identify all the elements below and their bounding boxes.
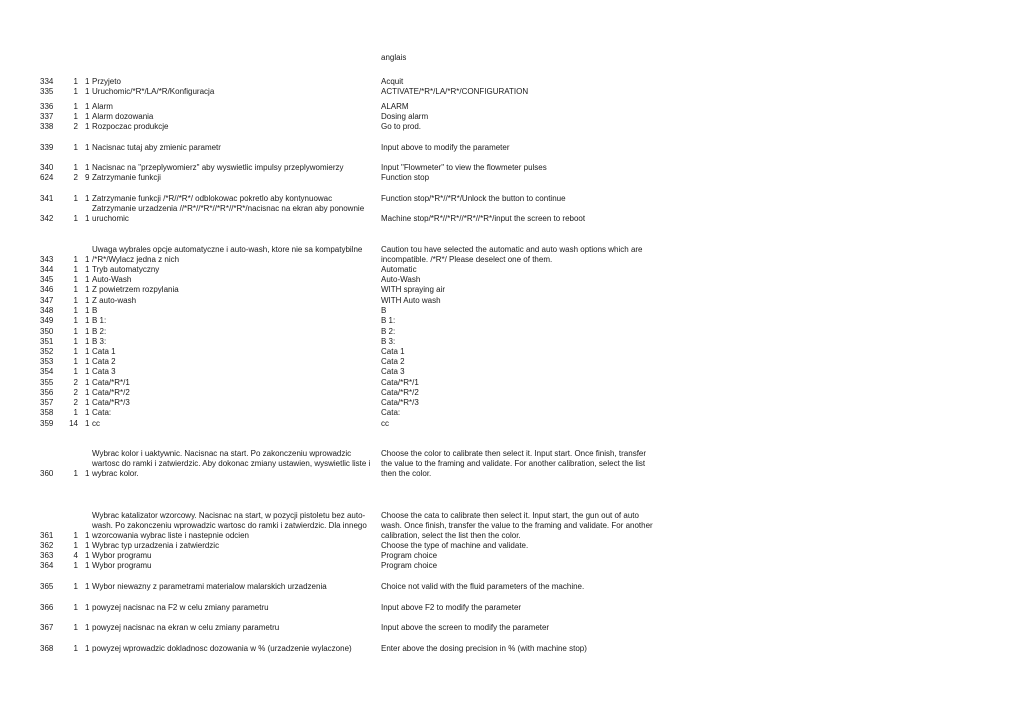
english-text: Choose the cata to calibrate then select it. Input start, the gun out of auto xyxy=(381,510,639,520)
row-count-a: 1 xyxy=(73,265,78,274)
polish-text: Cata 2 xyxy=(92,357,116,366)
row-count-a: 1 xyxy=(73,77,78,86)
row-count-b: 1 xyxy=(85,337,90,346)
polish-text: Cata/*R*/1 xyxy=(92,378,130,387)
row-count-a: 1 xyxy=(73,644,78,653)
row-id: 342 xyxy=(40,213,54,223)
row-id: 357 xyxy=(40,398,54,407)
row-count-a: 1 xyxy=(73,603,78,612)
english-text: incompatible. /*R*/ Please deselect one of them. xyxy=(381,254,553,264)
row-count-a: 1 xyxy=(73,347,78,356)
english-text: Caution tou have selected the automatic and auto wash options which are xyxy=(381,244,643,254)
row-count-b: 1 xyxy=(85,327,90,336)
row-count-b: 1 xyxy=(85,582,90,591)
row-count-b: 1 xyxy=(85,419,90,428)
row-count-a: 1 xyxy=(73,143,78,152)
polish-text: powyzej wprowadzic dokladnosc dozowania w % (urzadzenie wylaczone) xyxy=(92,644,352,653)
row-count-a: 1 xyxy=(73,163,78,172)
polish-text: Wybrac typ urzadzenia i zatwierdzic xyxy=(92,541,220,550)
row-count-b: 1 xyxy=(85,378,90,387)
polish-text: Z powietrzem rozpylania xyxy=(92,285,179,294)
row-count-a: 1 xyxy=(73,357,78,366)
row-id: 360 xyxy=(40,468,54,478)
english-text: Cata/*R*/3 xyxy=(381,398,419,407)
english-text: Program choice xyxy=(381,561,438,570)
english-text: B 3: xyxy=(381,337,396,346)
english-text: ALARM xyxy=(381,102,409,111)
row-count-b: 1 xyxy=(85,408,90,417)
row-count-b: 1 xyxy=(85,388,90,397)
english-text: cc xyxy=(381,419,389,428)
english-text: Function stop xyxy=(381,173,430,182)
polish-text: Cata 1 xyxy=(92,347,116,356)
english-text: Input "Flowmeter" to view the flowmeter pulses xyxy=(381,163,547,172)
english-text: Cata: xyxy=(381,408,401,417)
row-count-a: 1 xyxy=(73,530,78,540)
row-id: 359 xyxy=(40,419,54,428)
english-text: the value to the framing and validate. For another calibration, select the list xyxy=(381,458,646,468)
row-count-a: 1 xyxy=(73,112,78,121)
row-id: 354 xyxy=(40,367,54,376)
row-count-b: 1 xyxy=(85,296,90,305)
row-count-b: 1 xyxy=(85,398,90,407)
row-count-a: 4 xyxy=(73,551,78,560)
english-text: ACTIVATE/*R*/LA/*R*/CONFIGURATION xyxy=(381,87,529,96)
row-count-b: 1 xyxy=(85,644,90,653)
row-id: 335 xyxy=(40,87,54,96)
polish-text: Zatrzymanie funkcji /*R//*R*/ odblokowac pokretlo aby kontynuowac xyxy=(92,194,333,203)
row-count-b: 1 xyxy=(85,77,90,86)
english-text: Automatic xyxy=(381,265,417,274)
row-id: 347 xyxy=(40,296,54,305)
row-id: 349 xyxy=(40,316,54,325)
row-count-b: 1 xyxy=(85,347,90,356)
row-count-b: 1 xyxy=(85,213,90,223)
row-id: 350 xyxy=(40,327,54,336)
row-count-a: 1 xyxy=(73,275,78,284)
row-count-b: 1 xyxy=(85,275,90,284)
english-text: Go to prod. xyxy=(381,122,422,131)
polish-text: Wybor programu xyxy=(92,551,152,560)
english-text: Input above F2 to modify the parameter xyxy=(381,603,522,612)
row-id: 348 xyxy=(40,306,54,315)
row-count-a: 14 xyxy=(69,419,78,428)
row-id: 363 xyxy=(40,551,54,560)
polish-text: wybrac kolor. xyxy=(92,468,139,478)
row-id: 358 xyxy=(40,408,54,417)
row-id: 345 xyxy=(40,275,54,284)
row-id: 351 xyxy=(40,337,54,346)
row-count-a: 1 xyxy=(73,87,78,96)
row-count-b: 1 xyxy=(85,102,90,111)
row-count-b: 1 xyxy=(85,143,90,152)
row-count-a: 1 xyxy=(73,316,78,325)
polish-text: Nacisnac tutaj aby zmienic parametr xyxy=(92,143,221,152)
polish-text: powyzej nacisnac na ekran w celu zmiany parametru xyxy=(92,623,280,632)
polish-text: Alarm dozowania xyxy=(92,112,154,121)
column-header-language: anglais xyxy=(381,53,407,62)
row-count-b: 1 xyxy=(85,530,90,540)
row-id: 341 xyxy=(40,194,54,203)
row-id: 368 xyxy=(40,644,54,653)
row-count-a: 1 xyxy=(73,306,78,315)
polish-text: B xyxy=(92,306,98,315)
row-count-a: 1 xyxy=(73,296,78,305)
row-count-a: 2 xyxy=(73,398,78,407)
polish-text: uruchomic xyxy=(92,213,129,223)
row-id: 346 xyxy=(40,285,54,294)
row-count-a: 1 xyxy=(73,468,78,478)
row-count-a: 1 xyxy=(73,102,78,111)
row-count-b: 1 xyxy=(85,87,90,96)
english-text: Program choice xyxy=(381,551,438,560)
polish-text: wash. Po zakonczeniu wprowadzic wartosc do ramki i zatwierdzic. Dla innego xyxy=(92,520,367,530)
polish-text: Wybrac katalizator wzorcowy. Nacisnac na start, w pozycji pistoletu bez auto- xyxy=(92,510,366,520)
row-count-a: 1 xyxy=(73,582,78,591)
row-count-b: 1 xyxy=(85,551,90,560)
row-count-a: 1 xyxy=(73,623,78,632)
row-count-a: 1 xyxy=(73,541,78,550)
row-id: 343 xyxy=(40,254,54,264)
english-text: Input above the screen to modify the parameter xyxy=(381,623,550,632)
english-text: Cata 3 xyxy=(381,367,405,376)
english-text: Acquit xyxy=(381,77,404,86)
polish-text: Uwaga wybrales opcje automatyczne i auto-wash, ktore nie sa kompatybilne xyxy=(92,244,363,254)
row-count-a: 1 xyxy=(73,213,78,223)
polish-text: Cata 3 xyxy=(92,367,116,376)
english-text: Choice not valid with the fluid parameters of the machine. xyxy=(381,582,585,591)
row-id: 334 xyxy=(40,77,54,86)
row-count-b: 1 xyxy=(85,194,90,203)
polish-text: Uruchomic/*R*/LA/*R/Konfiguracja xyxy=(92,87,215,96)
row-id: 340 xyxy=(40,163,54,172)
row-id: 367 xyxy=(40,623,54,632)
row-id: 361 xyxy=(40,530,54,540)
polish-text: Rozpoczac produkcje xyxy=(92,122,169,131)
row-id: 356 xyxy=(40,388,54,397)
row-count-b: 1 xyxy=(85,468,90,478)
english-text: Choose the color to calibrate then select it. Input start. Once finish, transfer xyxy=(381,448,647,458)
english-text: Dosing alarm xyxy=(381,112,429,121)
polish-text: Alarm xyxy=(92,102,113,111)
row-count-a: 1 xyxy=(73,194,78,203)
row-count-b: 1 xyxy=(85,122,90,131)
english-text: then the color. xyxy=(381,468,432,478)
row-count-a: 1 xyxy=(73,561,78,570)
english-text: B 2: xyxy=(381,327,396,336)
polish-text: B 2: xyxy=(92,327,107,336)
polish-text: wzorcowania wybrac liste i nastepnie odcien xyxy=(92,530,249,540)
row-count-b: 1 xyxy=(85,306,90,315)
polish-text: wartosc do ramki i zatwierdzic. Aby dokonac zmiany ustawien, wyswietlic liste i xyxy=(92,458,371,468)
english-text: Enter above the dosing precision in % (with machine stop) xyxy=(381,644,587,653)
english-text: Auto-Wash xyxy=(381,275,421,284)
english-text: calibration, select the list then the color. xyxy=(381,530,521,540)
english-text: wash. Once finish, transfer the value to the framing and validate. For another xyxy=(381,520,653,530)
polish-text: Tryb automatyczny xyxy=(92,265,160,274)
polish-text: Nacisnac na "przeplywomierz" aby wyswietlic impulsy przeplywomierzy xyxy=(92,163,344,172)
polish-text: Zatrzymanie urzadzenia //*R*//*R*//*R*//*R*/nacisnac na ekran aby ponownie xyxy=(92,203,365,213)
row-count-b: 1 xyxy=(85,285,90,294)
row-id: 336 xyxy=(40,102,54,111)
polish-text: B 3: xyxy=(92,337,107,346)
row-id: 344 xyxy=(40,265,54,274)
english-text: Cata 2 xyxy=(381,357,405,366)
row-count-b: 1 xyxy=(85,561,90,570)
row-count-b: 1 xyxy=(85,541,90,550)
row-id: 624 xyxy=(40,173,54,182)
row-count-a: 1 xyxy=(73,337,78,346)
english-text: Cata 1 xyxy=(381,347,405,356)
polish-text: cc xyxy=(92,419,100,428)
row-count-b: 1 xyxy=(85,603,90,612)
row-id: 352 xyxy=(40,347,54,356)
row-id: 353 xyxy=(40,357,54,366)
english-text: Function stop/*R*//*R*/Unlock the button to continue xyxy=(381,194,566,203)
row-count-a: 2 xyxy=(73,122,78,131)
row-id: 366 xyxy=(40,603,54,612)
row-count-a: 1 xyxy=(73,327,78,336)
row-count-a: 2 xyxy=(73,378,78,387)
polish-text: Wybor programu xyxy=(92,561,152,570)
english-text: Input above to modify the parameter xyxy=(381,143,510,152)
row-count-b: 9 xyxy=(85,173,90,182)
row-count-b: 1 xyxy=(85,357,90,366)
row-count-a: 1 xyxy=(73,408,78,417)
row-count-a: 2 xyxy=(73,388,78,397)
polish-text: Cata/*R*/3 xyxy=(92,398,130,407)
polish-text: Zatrzymanie funkcji xyxy=(92,173,161,182)
polish-text: Cata: xyxy=(92,408,112,417)
row-count-b: 1 xyxy=(85,254,90,264)
english-text: Choose the type of machine and validate. xyxy=(381,541,529,550)
english-text: B 1: xyxy=(381,316,396,325)
row-count-b: 1 xyxy=(85,367,90,376)
row-id: 338 xyxy=(40,122,54,131)
english-text: WITH Auto wash xyxy=(381,296,441,305)
english-text: WITH spraying air xyxy=(381,285,446,294)
row-id: 362 xyxy=(40,541,54,550)
polish-text: B 1: xyxy=(92,316,107,325)
english-text: Cata/*R*/2 xyxy=(381,388,419,397)
polish-text: Wybrac kolor i uaktywnic. Nacisnac na start. Po zakonczeniu wprowadzic xyxy=(92,448,352,458)
row-id: 364 xyxy=(40,561,54,570)
row-count-b: 1 xyxy=(85,163,90,172)
polish-text: /*R*/Wylacz jedna z nich xyxy=(92,254,180,264)
polish-text: Auto-Wash xyxy=(92,275,132,284)
row-count-b: 1 xyxy=(85,623,90,632)
row-count-b: 1 xyxy=(85,265,90,274)
polish-text: powyzej nacisnac na F2 w celu zmiany parametru xyxy=(92,603,269,612)
row-id: 365 xyxy=(40,582,54,591)
row-count-a: 1 xyxy=(73,285,78,294)
english-text: Machine stop/*R*//*R*//*R*//*R*/input the screen to reboot xyxy=(381,213,586,223)
row-id: 355 xyxy=(40,378,54,387)
polish-text: Wybor niewazny z parametrami materialow malarskich urzadzenia xyxy=(92,582,327,591)
polish-text: Cata/*R*/2 xyxy=(92,388,130,397)
row-count-b: 1 xyxy=(85,112,90,121)
polish-text: Z auto-wash xyxy=(92,296,137,305)
row-id: 337 xyxy=(40,112,54,121)
english-text: Cata/*R*/1 xyxy=(381,378,419,387)
english-text: B xyxy=(381,306,387,315)
row-id: 339 xyxy=(40,143,54,152)
row-count-b: 1 xyxy=(85,316,90,325)
row-count-a: 1 xyxy=(73,367,78,376)
row-count-a: 2 xyxy=(73,173,78,182)
polish-text: Przyjeto xyxy=(92,77,121,86)
row-count-a: 1 xyxy=(73,254,78,264)
